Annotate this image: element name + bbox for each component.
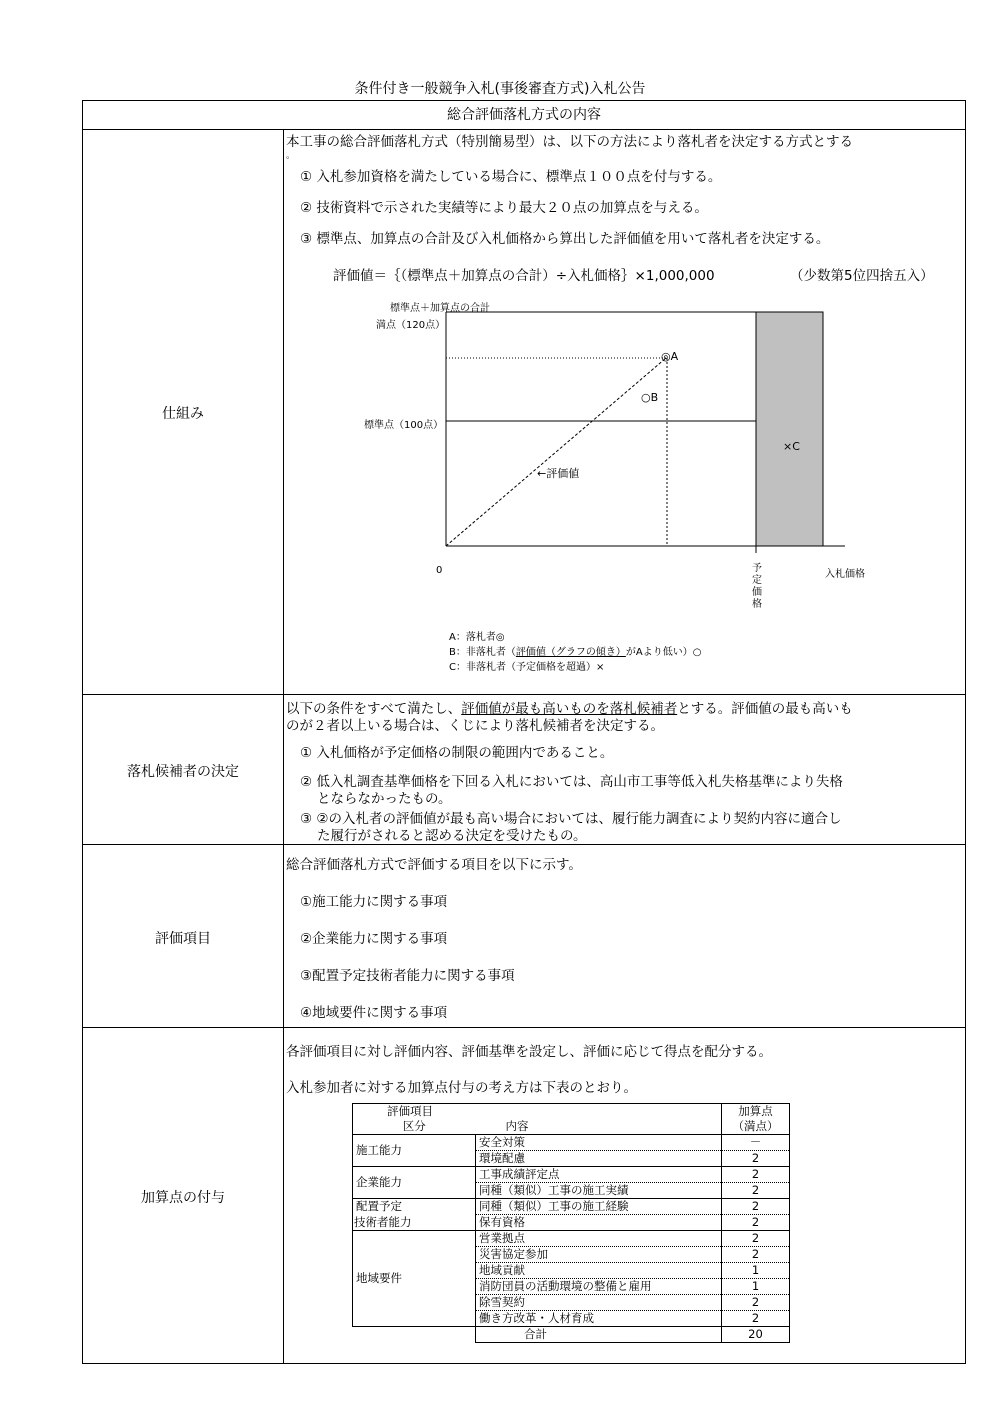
koumoku-item-1: ①施工能力に関する事項 [300, 894, 448, 910]
naiyou-cell: 保有資格 [476, 1215, 722, 1231]
kettei-line-1: 以下の条件をすべて満たし、評価値が最も高いものを落札候補者とする。評価値の最も高いも [286, 701, 853, 717]
chart-x-label: 入札価格 [825, 569, 865, 580]
koumoku-item-4: ④地域要件に関する事項 [300, 1005, 448, 1021]
row-label-kettei: 落札候補者の決定 [127, 764, 239, 780]
points-cell: 1 [722, 1263, 790, 1279]
naiyou-cell: 働き方改革・人材育成 [476, 1311, 722, 1327]
kubun-cell: 技術者能力 [353, 1215, 476, 1231]
naiyou-cell: 除雪契約 [476, 1295, 722, 1311]
points-cell: 1 [722, 1279, 790, 1295]
points-cell: 2 [722, 1295, 790, 1311]
row-label-koumoku: 評価項目 [155, 931, 211, 947]
kettei-item-2b: とならなかったもの。 [317, 791, 452, 807]
chart-y-standard-label: 標準点（100点） [364, 420, 444, 431]
kubun-cell: 施工能力 [353, 1135, 476, 1167]
th-naiyou: 内容 [476, 1119, 722, 1135]
th-points-1: 加算点 [722, 1104, 790, 1120]
points-cell: 2 [722, 1167, 790, 1183]
koumoku-item-2: ②企業能力に関する事項 [300, 931, 448, 947]
table-header: 総合評価落札方式の内容 [83, 101, 965, 130]
koumoku-item-3: ③配置予定技術者能力に関する事項 [300, 968, 515, 984]
naiyou-cell: 工事成績評定点 [476, 1167, 722, 1183]
points-cell: － [722, 1135, 790, 1151]
th-points-2: （満点） [722, 1119, 790, 1135]
legend-c: C：非落札者（予定価格を超過）× [449, 662, 605, 673]
naiyou-cell: 同種（類似）工事の施工実績 [476, 1183, 722, 1199]
evaluation-diagram [0, 0, 1000, 700]
shikumi-intro-end: 。 [286, 151, 296, 161]
points-cell: 2 [722, 1151, 790, 1167]
points-cell: 2 [722, 1311, 790, 1327]
kettei-item-2a: ② 低入札調査基準価格を下回る入札においては、高山市工事等低入札失格基準により失格 [300, 774, 843, 790]
chart-point-c: ×C [783, 440, 800, 453]
kettei-item-3a: ③ ②の入札者の評価値が最も高い場合においては、履行能力調査により契約内容に適合し [300, 811, 842, 827]
document-title: 条件付き一般競争入札(事後審査方式)入札公告 [354, 81, 646, 97]
row-divider [83, 1027, 965, 1028]
chart-reserve-label: 予定価格 [752, 563, 762, 610]
chart-origin: 0 [436, 565, 443, 576]
naiyou-cell: 安全対策 [476, 1135, 722, 1151]
chart-point-b: ○B [641, 391, 659, 404]
kasan-p1: 各評価項目に対し評価内容、評価基準を設定し、評価に応じて得点を配分する。 [286, 1044, 772, 1060]
naiyou-cell: 営業拠点 [476, 1231, 722, 1247]
points-cell: 2 [722, 1183, 790, 1199]
legend-b: B：非落札者（評価値（グラフの傾き）がAより低い）○ [449, 647, 702, 658]
kubun-cell: 地域要件 [353, 1231, 476, 1327]
naiyou-cell: 地域貢献 [476, 1263, 722, 1279]
points-cell: 2 [722, 1247, 790, 1263]
kasan-p2: 入札参加者に対する加算点付与の考え方は下表のとおり。 [286, 1080, 637, 1096]
koumoku-intro: 総合評価落札方式で評価する項目を以下に示す。 [286, 857, 582, 873]
total-label: 合計 [476, 1327, 722, 1343]
empty-cell [353, 1327, 476, 1343]
th-kubun: 区分 [353, 1119, 476, 1135]
formula-note: （少数第5位四捨五入） [790, 268, 934, 284]
th-item: 評価項目 [353, 1104, 722, 1120]
row-label-shikumi: 仕組み [162, 406, 204, 422]
chart-y-title: 標準点＋加算点の合計 [390, 303, 490, 314]
total-value: 20 [722, 1327, 790, 1343]
points-cell: 2 [722, 1215, 790, 1231]
points-cell: 2 [722, 1231, 790, 1247]
shikumi-item-3: ③ 標準点、加算点の合計及び入札価格から算出した評価値を用いて落札者を決定する。 [300, 231, 830, 247]
kettei-item-1: ① 入札価格が予定価格の制限の範囲内であること。 [300, 745, 614, 761]
kettei-item-3b: た履行がされると認める決定を受けたもの。 [317, 828, 587, 844]
formula: 評価値＝｛（標準点＋加算点の合計）÷入札価格｝×1,000,000 [333, 268, 715, 284]
naiyou-cell: 災害協定参加 [476, 1247, 722, 1263]
kubun-cell: 企業能力 [353, 1167, 476, 1199]
row-label-kasan: 加算点の付与 [141, 1190, 225, 1206]
chart-y-max-label: 満点（120点） [376, 320, 446, 331]
shikumi-intro: 本工事の総合評価落札方式（特別簡易型）は、以下の方法により落札者を決定する方式とする [286, 134, 853, 150]
kubun-cell: 配置予定 [353, 1199, 476, 1215]
points-table [352, 1103, 790, 1343]
chart-slope-label: ←評価値 [537, 467, 580, 480]
naiyou-cell: 環境配慮 [476, 1151, 722, 1167]
shikumi-item-2: ② 技術資料で示された実績等により最大２０点の加算点を与える。 [300, 200, 708, 216]
naiyou-cell: 消防団員の活動環境の整備と雇用 [476, 1279, 722, 1295]
evaluation-slope-line [446, 358, 666, 546]
chart-point-a: ◎A [661, 350, 679, 363]
shikumi-item-1: ① 入札参加資格を満たしている場合に、標準点１００点を付与する。 [300, 169, 722, 185]
naiyou-cell: 同種（類似）工事の施工経験 [476, 1199, 722, 1215]
points-cell: 2 [722, 1199, 790, 1215]
over-reserve-area [756, 312, 823, 546]
kettei-line-2: のが２者以上いる場合は、くじにより落札候補者を決定する。 [286, 718, 664, 734]
legend-a: A：落札者◎ [449, 632, 505, 643]
row-divider [83, 844, 965, 845]
